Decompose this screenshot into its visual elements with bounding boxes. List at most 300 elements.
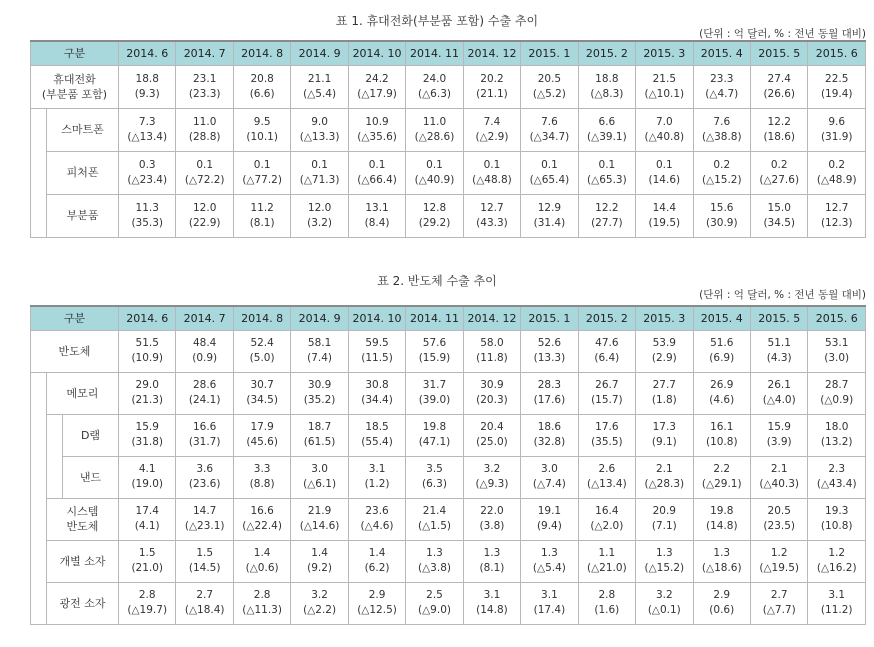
data-cell bbox=[463, 151, 520, 194]
data-cell bbox=[291, 65, 348, 108]
growth-rate: (△34.7) bbox=[529, 130, 570, 143]
data-cell bbox=[233, 108, 290, 151]
data-cell bbox=[693, 151, 750, 194]
column-header: 2015. 4 bbox=[693, 306, 750, 330]
growth-rate: (5.0) bbox=[249, 352, 275, 364]
growth-rate: (△40.3) bbox=[759, 478, 800, 490]
export-value: 1.2 bbox=[770, 547, 788, 559]
growth-rate: (7.1) bbox=[651, 520, 677, 532]
table-row bbox=[31, 151, 866, 194]
data-cell bbox=[463, 108, 520, 151]
growth-rate: (△0.9) bbox=[820, 394, 854, 406]
growth-rate: (1.2) bbox=[364, 478, 390, 490]
data-cell bbox=[233, 498, 290, 540]
growth-rate: (13.3) bbox=[533, 352, 566, 364]
growth-rate: (8.4) bbox=[364, 216, 390, 229]
data-cell bbox=[176, 498, 233, 540]
data-cell bbox=[119, 65, 176, 108]
export-value: 29.0 bbox=[135, 379, 159, 391]
row-label: 반도체 bbox=[31, 330, 119, 372]
data-cell bbox=[521, 108, 578, 151]
export-value: 11.3 bbox=[135, 201, 159, 214]
export-value: 10.9 bbox=[365, 115, 389, 128]
data-cell bbox=[233, 330, 290, 372]
growth-rate: (△72.2) bbox=[184, 173, 225, 186]
data-cell bbox=[463, 372, 520, 414]
growth-rate: (△40.9) bbox=[414, 173, 455, 186]
data-cell bbox=[291, 498, 348, 540]
growth-rate: (31.4) bbox=[533, 216, 566, 229]
growth-rate: (△2.9) bbox=[475, 130, 509, 143]
export-value: 3.1 bbox=[828, 589, 846, 601]
data-cell bbox=[808, 456, 866, 498]
growth-rate: (10.1) bbox=[246, 130, 278, 143]
export-value: 28.3 bbox=[537, 379, 562, 391]
data-cell bbox=[176, 330, 233, 372]
data-cell bbox=[176, 108, 233, 151]
data-cell bbox=[348, 108, 405, 151]
data-cell bbox=[693, 498, 750, 540]
export-value: 24.2 bbox=[365, 72, 389, 85]
growth-rate: (△27.6) bbox=[759, 173, 800, 186]
export-value: 30.8 bbox=[365, 379, 389, 391]
export-value: 17.9 bbox=[250, 421, 274, 433]
semiconductor-export-table bbox=[30, 305, 866, 625]
data-cell bbox=[406, 65, 463, 108]
data-cell bbox=[348, 194, 405, 237]
data-cell bbox=[808, 372, 866, 414]
growth-rate: (△5.4) bbox=[303, 87, 337, 100]
growth-rate: (47.1) bbox=[418, 436, 451, 448]
export-value: 1.4 bbox=[311, 547, 328, 559]
data-cell bbox=[636, 372, 693, 414]
column-header: 2015. 2 bbox=[578, 41, 635, 65]
export-value: 20.8 bbox=[250, 72, 274, 85]
export-value: 21.9 bbox=[307, 505, 332, 517]
growth-rate: (31.7) bbox=[188, 436, 221, 448]
data-cell bbox=[578, 330, 635, 372]
export-value: 3.1 bbox=[368, 463, 386, 475]
export-value: 7.0 bbox=[655, 115, 673, 128]
data-cell bbox=[406, 456, 463, 498]
export-value: 0.3 bbox=[138, 158, 156, 171]
column-header: 2014. 8 bbox=[233, 306, 290, 330]
data-cell bbox=[406, 108, 463, 151]
data-cell bbox=[119, 498, 176, 540]
export-value: 16.6 bbox=[250, 505, 274, 517]
data-cell bbox=[636, 540, 693, 582]
data-cell bbox=[119, 456, 176, 498]
data-cell bbox=[119, 194, 176, 237]
growth-rate: (3.8) bbox=[479, 520, 505, 532]
growth-rate: (12.3) bbox=[820, 216, 853, 229]
data-cell bbox=[693, 65, 750, 108]
growth-rate: (19.4) bbox=[820, 87, 853, 100]
growth-rate: (14.6) bbox=[648, 173, 681, 186]
export-value: 1.3 bbox=[541, 547, 558, 559]
data-cell bbox=[291, 540, 348, 582]
data-cell bbox=[636, 498, 693, 540]
export-value: 20.4 bbox=[480, 421, 504, 433]
export-value: 18.6 bbox=[537, 421, 562, 433]
data-cell bbox=[693, 540, 750, 582]
data-cell bbox=[693, 108, 750, 151]
export-value: 12.9 bbox=[537, 201, 562, 214]
growth-rate: (△77.2) bbox=[242, 173, 282, 186]
data-cell bbox=[233, 151, 290, 194]
data-cell bbox=[636, 65, 693, 108]
export-value: 3.0 bbox=[311, 463, 328, 475]
growth-rate: (17.6) bbox=[533, 394, 566, 406]
export-value: 23.1 bbox=[193, 72, 217, 85]
export-value: 27.7 bbox=[652, 379, 676, 391]
data-cell bbox=[119, 582, 176, 624]
indent-cell bbox=[31, 151, 47, 194]
export-value: 1.3 bbox=[713, 547, 731, 559]
export-value: 0.1 bbox=[598, 158, 616, 171]
data-cell bbox=[693, 414, 750, 456]
export-value: 0.2 bbox=[828, 158, 846, 171]
export-value: 12.7 bbox=[825, 201, 849, 214]
data-cell bbox=[176, 372, 233, 414]
table-row bbox=[31, 330, 866, 372]
data-cell bbox=[463, 582, 520, 624]
data-cell bbox=[233, 414, 290, 456]
growth-rate: (4.6) bbox=[709, 394, 735, 406]
export-value: 27.4 bbox=[767, 72, 791, 85]
growth-rate: (9.2) bbox=[307, 562, 333, 574]
data-cell bbox=[578, 372, 635, 414]
export-value: 15.0 bbox=[767, 201, 791, 214]
growth-rate: (15.9) bbox=[418, 352, 451, 364]
table2-unit: (단위 : 억 달러, % : 전년 동월 대비) bbox=[699, 289, 866, 301]
growth-rate: (△66.4) bbox=[357, 173, 397, 186]
export-value: 0.1 bbox=[426, 158, 443, 171]
growth-rate: (△22.4) bbox=[242, 520, 282, 532]
export-value: 52.6 bbox=[537, 337, 562, 349]
data-cell bbox=[291, 194, 348, 237]
export-value: 28.6 bbox=[192, 379, 217, 391]
export-value: 12.2 bbox=[595, 201, 619, 214]
data-cell bbox=[808, 65, 866, 108]
growth-rate: (19.0) bbox=[131, 478, 164, 490]
growth-rate: (△14.6) bbox=[299, 520, 340, 532]
column-header: 2015. 1 bbox=[521, 306, 578, 330]
export-value: 16.4 bbox=[595, 505, 619, 517]
table-row bbox=[31, 456, 866, 498]
export-value: 18.0 bbox=[825, 421, 849, 433]
growth-rate: (35.2) bbox=[303, 394, 336, 406]
export-value: 18.5 bbox=[365, 421, 389, 433]
phone-export-table bbox=[30, 40, 866, 238]
growth-rate: (35.3) bbox=[131, 216, 164, 229]
growth-rate: (21.1) bbox=[476, 87, 508, 100]
growth-rate: (31.8) bbox=[131, 436, 164, 448]
growth-rate: (2.9) bbox=[651, 352, 677, 364]
export-value: 18.8 bbox=[135, 72, 159, 85]
export-value: 30.9 bbox=[480, 379, 504, 391]
growth-rate: (△40.8) bbox=[644, 130, 685, 143]
growth-rate: (9.3) bbox=[134, 87, 160, 100]
data-cell bbox=[521, 456, 578, 498]
column-header: 2014. 11 bbox=[406, 306, 463, 330]
export-value: 12.7 bbox=[480, 201, 504, 214]
data-cell bbox=[119, 414, 176, 456]
export-value: 2.9 bbox=[368, 589, 386, 601]
data-cell bbox=[463, 540, 520, 582]
growth-rate: (△18.6) bbox=[701, 562, 742, 574]
export-value: 7.4 bbox=[483, 115, 501, 128]
export-value: 58.1 bbox=[307, 337, 332, 349]
export-value: 31.7 bbox=[422, 379, 447, 391]
column-header: 2014. 9 bbox=[291, 41, 348, 65]
data-cell bbox=[521, 65, 578, 108]
growth-rate: (△8.3) bbox=[590, 87, 624, 100]
growth-rate: (9.1) bbox=[651, 436, 677, 448]
header-label: 구분 bbox=[31, 306, 119, 330]
data-cell bbox=[291, 414, 348, 456]
export-value: 17.6 bbox=[595, 421, 619, 433]
data-cell bbox=[406, 151, 463, 194]
growth-rate: (△9.0) bbox=[418, 604, 451, 616]
growth-rate: (△12.5) bbox=[357, 604, 397, 616]
growth-rate: (14.8) bbox=[476, 604, 508, 616]
data-cell bbox=[348, 540, 405, 582]
growth-rate: (△4.0) bbox=[762, 394, 796, 406]
data-cell bbox=[233, 456, 290, 498]
export-value: 3.5 bbox=[426, 463, 443, 475]
growth-rate: (10.8) bbox=[820, 520, 853, 532]
data-cell bbox=[348, 414, 405, 456]
row-label: D램 bbox=[63, 414, 119, 456]
data-cell bbox=[406, 582, 463, 624]
export-value: 4.1 bbox=[138, 463, 156, 475]
data-cell bbox=[750, 330, 807, 372]
export-value: 2.5 bbox=[426, 589, 443, 601]
data-cell bbox=[750, 498, 807, 540]
data-cell bbox=[578, 414, 635, 456]
column-header: 2015. 1 bbox=[521, 41, 578, 65]
growth-rate: (△5.2) bbox=[532, 87, 566, 100]
growth-rate: (18.6) bbox=[763, 130, 796, 143]
export-value: 19.8 bbox=[422, 421, 447, 433]
column-header: 2014. 6 bbox=[119, 306, 176, 330]
data-cell bbox=[808, 330, 866, 372]
data-cell bbox=[348, 372, 405, 414]
row-label: 부분품 bbox=[47, 194, 119, 237]
growth-rate: (△23.1) bbox=[184, 520, 225, 532]
export-value: 2.3 bbox=[828, 463, 846, 475]
export-value: 17.4 bbox=[135, 505, 159, 517]
export-value: 1.5 bbox=[196, 547, 214, 559]
export-value: 9.5 bbox=[253, 115, 271, 128]
data-cell bbox=[521, 194, 578, 237]
data-cell bbox=[291, 582, 348, 624]
growth-rate: (△10.1) bbox=[644, 87, 685, 100]
data-cell bbox=[578, 194, 635, 237]
data-cell bbox=[176, 582, 233, 624]
export-value: 19.8 bbox=[710, 505, 734, 517]
growth-rate: (26.6) bbox=[763, 87, 796, 100]
data-cell bbox=[578, 498, 635, 540]
indent-cell bbox=[31, 372, 47, 414]
export-value: 2.1 bbox=[655, 463, 673, 475]
data-cell bbox=[176, 65, 233, 108]
export-value: 12.8 bbox=[422, 201, 447, 214]
export-value: 0.2 bbox=[713, 158, 731, 171]
data-cell bbox=[693, 456, 750, 498]
growth-rate: (34.5) bbox=[246, 394, 278, 406]
data-cell bbox=[636, 108, 693, 151]
export-value: 2.7 bbox=[770, 589, 788, 601]
table-row bbox=[31, 414, 866, 456]
export-value: 20.5 bbox=[767, 505, 791, 517]
export-value: 1.3 bbox=[426, 547, 443, 559]
export-value: 2.1 bbox=[770, 463, 788, 475]
export-value: 7.6 bbox=[541, 115, 558, 128]
export-value: 53.9 bbox=[652, 337, 676, 349]
data-cell bbox=[693, 194, 750, 237]
row-label: 시스템 반도체 bbox=[47, 498, 119, 540]
indent-cell bbox=[31, 540, 47, 582]
export-value: 14.4 bbox=[652, 201, 677, 214]
growth-rate: (△21.0) bbox=[587, 562, 627, 574]
export-value: 2.9 bbox=[713, 589, 731, 601]
growth-rate: (△28.3) bbox=[644, 478, 685, 490]
export-value: 7.3 bbox=[138, 115, 156, 128]
growth-rate: (△48.8) bbox=[472, 173, 512, 186]
growth-rate: (15.7) bbox=[591, 394, 623, 406]
export-value: 11.0 bbox=[193, 115, 217, 128]
export-value: 12.0 bbox=[193, 201, 217, 214]
row-label: 피처폰 bbox=[47, 151, 119, 194]
growth-rate: (△4.7) bbox=[705, 87, 739, 100]
data-cell bbox=[348, 330, 405, 372]
growth-rate: (△15.2) bbox=[701, 173, 742, 186]
data-cell bbox=[463, 330, 520, 372]
export-value: 12.2 bbox=[767, 115, 791, 128]
growth-rate: (△35.6) bbox=[357, 130, 397, 143]
data-cell bbox=[521, 330, 578, 372]
growth-rate: (6.4) bbox=[594, 352, 620, 364]
growth-rate: (29.2) bbox=[418, 216, 451, 229]
export-value: 2.8 bbox=[138, 589, 156, 601]
export-value: 1.2 bbox=[828, 547, 846, 559]
export-value: 24.0 bbox=[422, 72, 447, 85]
export-value: 20.9 bbox=[652, 505, 676, 517]
growth-rate: (△0.6) bbox=[245, 562, 279, 574]
growth-rate: (34.5) bbox=[763, 216, 796, 229]
growth-rate: (14.5) bbox=[188, 562, 221, 574]
export-value: 9.6 bbox=[828, 115, 846, 128]
growth-rate: (△17.9) bbox=[357, 87, 397, 100]
growth-rate: (4.1) bbox=[134, 520, 160, 532]
export-value: 1.3 bbox=[483, 547, 501, 559]
growth-rate: (24.1) bbox=[188, 394, 221, 406]
data-cell bbox=[808, 540, 866, 582]
growth-rate: (39.0) bbox=[418, 394, 451, 406]
column-header: 2014. 12 bbox=[463, 306, 520, 330]
growth-rate: (8.1) bbox=[249, 216, 275, 229]
data-cell bbox=[750, 540, 807, 582]
export-value: 11.2 bbox=[250, 201, 274, 214]
growth-rate: (3.2) bbox=[307, 216, 333, 229]
export-value: 20.2 bbox=[480, 72, 504, 85]
data-cell bbox=[578, 65, 635, 108]
table1-title: 표 1. 휴대전화(부분품 포함) 수출 추이 bbox=[335, 14, 539, 28]
export-value: 1.4 bbox=[368, 547, 386, 559]
growth-rate: (21.3) bbox=[131, 394, 164, 406]
growth-rate: (△0.1) bbox=[647, 604, 681, 616]
growth-rate: (1.8) bbox=[651, 394, 677, 406]
row-label: 낸드 bbox=[63, 456, 119, 498]
data-cell bbox=[463, 65, 520, 108]
export-value: 23.3 bbox=[710, 72, 734, 85]
table-row bbox=[31, 108, 866, 151]
export-value: 0.2 bbox=[770, 158, 788, 171]
growth-rate: (△18.4) bbox=[184, 604, 225, 616]
export-value: 14.7 bbox=[192, 505, 217, 517]
data-cell bbox=[463, 498, 520, 540]
export-value: 19.3 bbox=[825, 505, 849, 517]
growth-rate: (8.8) bbox=[249, 478, 275, 490]
data-cell bbox=[750, 456, 807, 498]
data-cell bbox=[176, 456, 233, 498]
export-value: 18.8 bbox=[595, 72, 619, 85]
data-cell bbox=[578, 108, 635, 151]
column-header: 2014. 12 bbox=[463, 41, 520, 65]
indent-cell bbox=[31, 582, 47, 624]
export-value: 30.7 bbox=[250, 379, 274, 391]
indent-cell bbox=[47, 456, 63, 498]
growth-rate: (△65.3) bbox=[587, 173, 627, 186]
growth-rate: (23.6) bbox=[188, 478, 221, 490]
data-cell bbox=[636, 456, 693, 498]
growth-rate: (△2.2) bbox=[303, 604, 337, 616]
data-cell bbox=[463, 414, 520, 456]
growth-rate: (△19.5) bbox=[759, 562, 800, 574]
column-header: 2014. 10 bbox=[348, 41, 405, 65]
export-value: 1.3 bbox=[655, 547, 673, 559]
growth-rate: (3.0) bbox=[824, 352, 850, 364]
growth-rate: (△11.3) bbox=[242, 604, 282, 616]
header-label: 구분 bbox=[31, 41, 119, 65]
growth-rate: (△15.2) bbox=[644, 562, 685, 574]
export-value: 51.5 bbox=[135, 337, 159, 349]
growth-rate: (△7.4) bbox=[532, 478, 566, 490]
data-cell bbox=[750, 372, 807, 414]
indent-cell bbox=[31, 498, 47, 540]
row-label: 개별 소자 bbox=[47, 540, 119, 582]
export-value: 3.0 bbox=[541, 463, 558, 475]
growth-rate: (△13.3) bbox=[299, 130, 340, 143]
data-cell bbox=[751, 108, 808, 151]
growth-rate: (1.6) bbox=[594, 604, 620, 616]
growth-rate: (△48.9) bbox=[816, 173, 857, 186]
data-cell bbox=[521, 498, 578, 540]
growth-rate: (△2.0) bbox=[590, 520, 624, 532]
export-value: 11.0 bbox=[422, 115, 447, 128]
growth-rate: (△5.4) bbox=[532, 562, 566, 574]
table1-unit: (단위 : 억 달러, % : 전년 동월 대비) bbox=[699, 28, 866, 40]
export-value: 2.8 bbox=[253, 589, 271, 601]
growth-rate: (△19.7) bbox=[127, 604, 168, 616]
growth-rate: (11.8) bbox=[476, 352, 508, 364]
growth-rate: (13.2) bbox=[820, 436, 853, 448]
data-cell bbox=[291, 108, 348, 151]
data-cell bbox=[693, 582, 750, 624]
growth-rate: (△9.3) bbox=[475, 478, 509, 490]
